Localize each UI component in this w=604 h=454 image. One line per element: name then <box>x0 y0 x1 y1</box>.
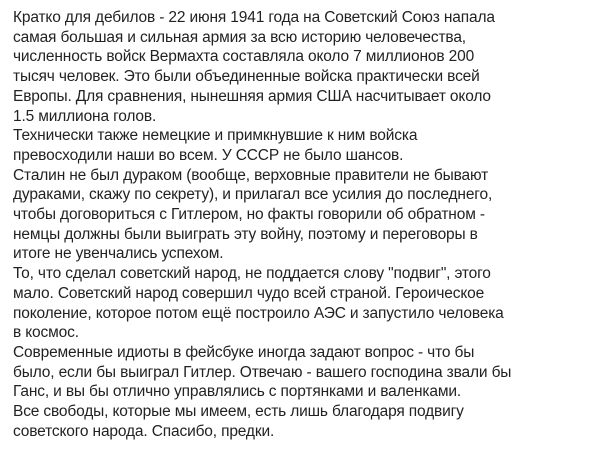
text-line: Современные идиоты в фейсбуке иногда задают вопрос - что бы <box>13 343 475 361</box>
text-line: немцы должны были выиграть эту войну, поэтому и переговоры в <box>13 225 478 243</box>
text-line: в космос. <box>13 324 79 342</box>
text-line: численность войск Вермахта составляла около 7 миллионов 200 <box>13 48 475 66</box>
text-line: Технически также немецкие и примкнувшие к ним войска <box>13 127 418 145</box>
text-line: чтобы договориться с Гитлером, но факты говорили об обратном - <box>13 206 485 224</box>
text-line: итоге не увенчались успехом. <box>13 245 224 263</box>
text-line: поколение, которое потом ещё построило АЭС и запустило человека <box>13 304 504 322</box>
text-line: Европы. Для сравнения, нынешняя армия США насчитывает около <box>13 87 491 105</box>
text-line: тысяч человек. Это были объединенные войска практически всей <box>13 68 480 86</box>
text-line: 1.5 миллиона голов. <box>13 107 157 125</box>
text-line: Все свободы, которые мы имеем, есть лишь благодаря подвигу <box>13 403 464 421</box>
text-line: Сталин не был дураком (вообще, верховные правители не бывают <box>13 166 489 184</box>
text-line: Ганс, и вы бы отлично управлялись с портянками и валенками. <box>13 383 462 401</box>
text-line: То, что сделал советский народ, не поддается слову "подвиг", этого <box>13 265 491 283</box>
text-line: Кратко для дебилов - 22 июня 1941 года на Советский Союз напала <box>13 9 495 26</box>
text-line: было, если бы выиграл Гитлер. Отвечаю - вашего господина звали бы <box>13 363 512 381</box>
text-line: превосходили наши во всем. У СССР не было шансов. <box>13 146 404 164</box>
text-line: самая большая и сильная армия за всю историю человечества, <box>13 28 466 46</box>
text-line: советского народа. Спасибо, предки. <box>13 422 275 440</box>
text-line: дураками, скажу по секрету), и прилагал все усилия до последнего, <box>13 186 493 204</box>
text-line: мало. Советский народ совершил чудо всей страной. Героическое <box>13 284 485 302</box>
